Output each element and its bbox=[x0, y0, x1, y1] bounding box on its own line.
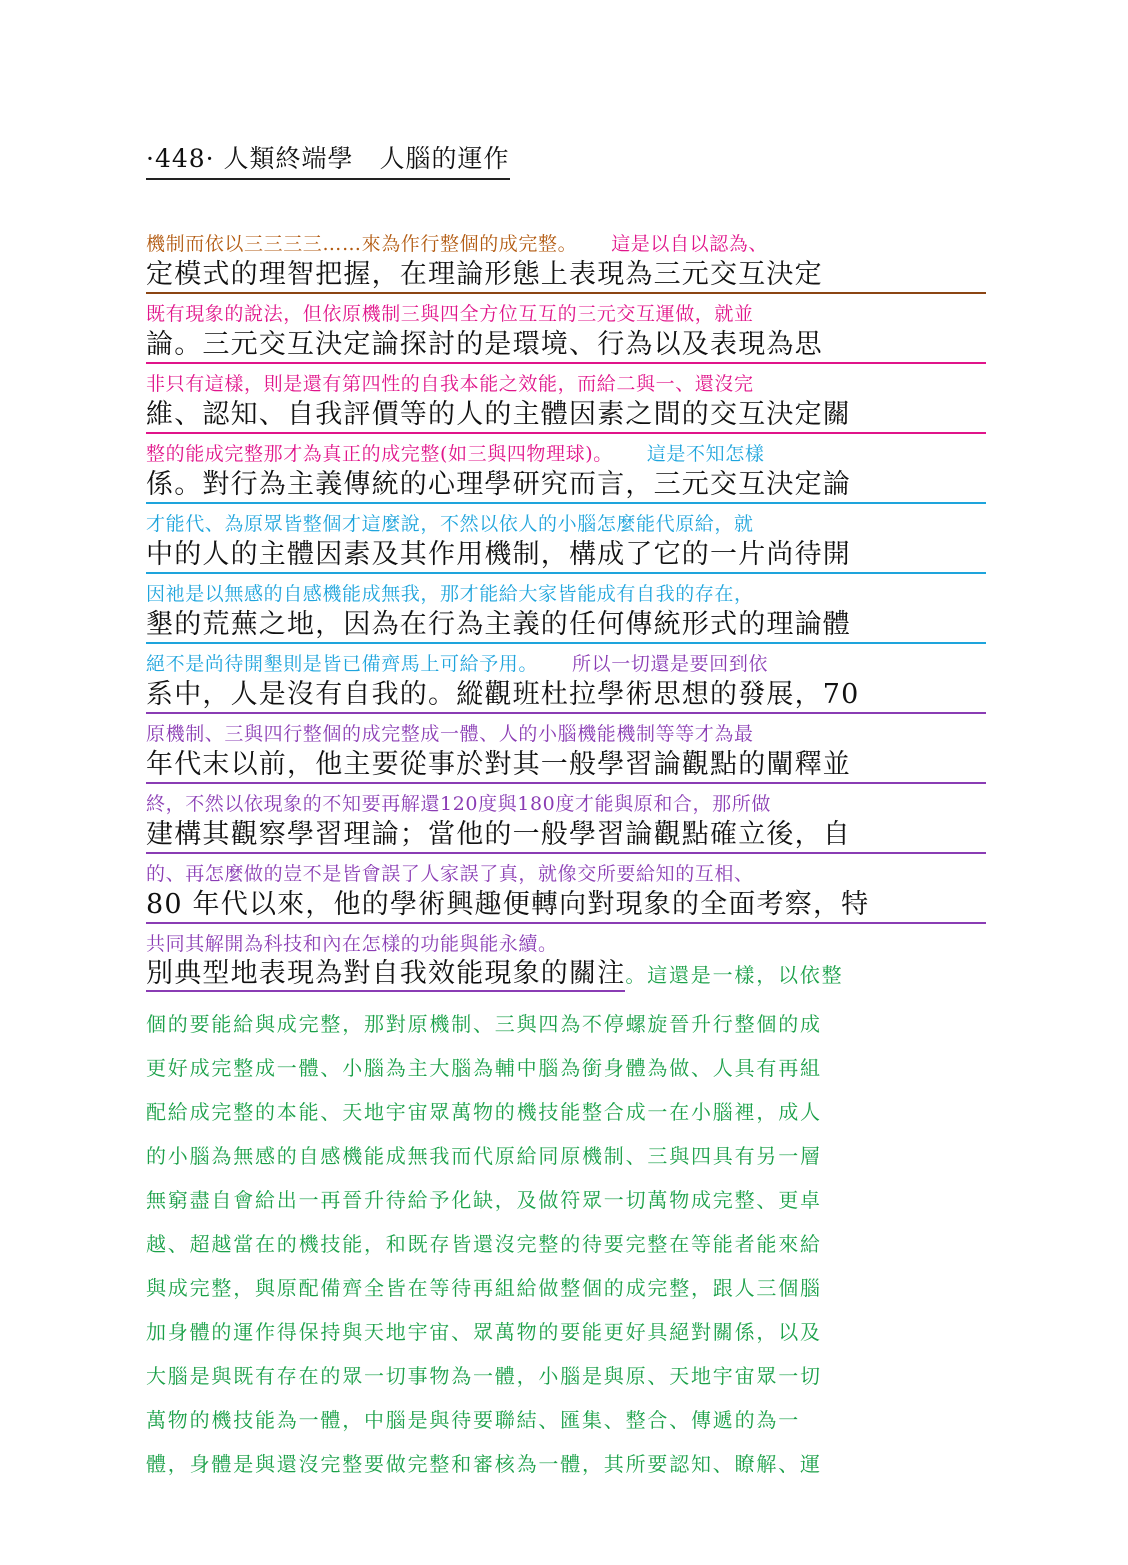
main-text-line: 中的人的主體因素及其作用機制，構成了它的一片尚待開 bbox=[146, 538, 986, 574]
annotation-segment: 才能代、為原眾皆整個才這麼說，不然以依人的小腦怎麼能代原給，就 bbox=[146, 513, 754, 535]
annotation-segment: 終，不然以依現象的不知要再解還120度與180度才能與原和合，那所做 bbox=[146, 793, 771, 815]
annotation-line bbox=[146, 300, 986, 328]
page-header: ·448· 人類終端學 人腦的運作 bbox=[146, 144, 510, 180]
annotation-segment: 這是以自以認為、 bbox=[611, 233, 769, 255]
annotation-segment: 原機制、三與四行整個的成完整成一體、人的小腦機能機制等等才為最 bbox=[146, 723, 754, 745]
annotation-segment: 這是不知怎樣 bbox=[646, 443, 765, 465]
annotation-line bbox=[146, 720, 986, 748]
main-text-line: 墾的荒蕪之地，因為在行為主義的任何傳統形式的理論體 bbox=[146, 608, 986, 644]
annotation-segment: 絕不是尚待開墾則是皆已備齊馬上可給予用。 bbox=[146, 653, 539, 675]
annotation-line bbox=[146, 650, 986, 678]
annotation-line bbox=[146, 230, 986, 258]
page-content bbox=[146, 230, 986, 1486]
annotation-segment: 。這還是一樣，以依整 bbox=[625, 963, 844, 987]
main-text-line: 係。對行為主義傳統的心理學研究而言，三元交互決定論 bbox=[146, 468, 986, 504]
annotation-line bbox=[146, 790, 986, 818]
annotation-segment: 共同其解開為科技和內在怎樣的功能與能永續。 bbox=[146, 933, 558, 955]
main-text-line: 80 年代以來，他的學術興趣便轉向對現象的全面考察，特 bbox=[146, 888, 986, 924]
main-text-line: 維、認知、自我評價等的人的主體因素之間的交互決定關 bbox=[146, 398, 986, 434]
comment-line: 萬物的機技能為一體，中腦是與待要聯結、匯集、整合、傳遞的為一 bbox=[146, 1408, 800, 1432]
comment-line: 個的要能給與成完整，那對原機制、三與四為不停螺旋晉升行整個的成 bbox=[146, 1012, 822, 1036]
comment-line: 越、超越當在的機技能，和既存皆還沒完整的待要完整在等能者能來給 bbox=[146, 1232, 822, 1256]
annotation-line bbox=[146, 860, 986, 888]
annotation-segment: 機制而依以三三三三……來為作行整個的成完整。 bbox=[146, 233, 578, 255]
annotation-line bbox=[146, 580, 986, 608]
comment-line: 體，身體是與還沒完整要做完整和審核為一體，其所要認知、瞭解、運 bbox=[146, 1452, 822, 1476]
main-text-line: 定模式的理智把握，在理論形態上表現為三元交互決定 bbox=[146, 258, 986, 294]
annotation-line bbox=[146, 930, 986, 958]
annotation-segment: 因祂是以無感的自感機能成無我，那才能給大家皆能成有自我的存在， bbox=[146, 583, 754, 605]
annotation-line bbox=[146, 370, 986, 398]
annotation-line bbox=[146, 510, 986, 538]
annotation-segment: 整的能成完整那才為真正的成完整(如三與四物理球)。 bbox=[146, 443, 613, 465]
annotation-segment: 非只有這樣，則是還有第四性的自我本能之效能，而給二與一、還沒完 bbox=[146, 373, 754, 395]
comment-line: 無窮盡自會給出一再晉升待給予化缺，及做符眾一切萬物成完整、更卓 bbox=[146, 1188, 822, 1212]
comment-line: 配給成完整的本能、天地宇宙眾萬物的機技能整合成一在小腦裡，成人 bbox=[146, 1100, 822, 1124]
annotation-segment: 所以一切還是要回到依 bbox=[572, 653, 769, 675]
main-text-line: 年代末以前，他主要從事於對其一般學習論觀點的闡釋並 bbox=[146, 748, 986, 784]
comment-line: 與成完整，與原配備齊全皆在等待再組給做整個的成完整，跟人三個腦 bbox=[146, 1276, 822, 1300]
annotation-segment: 既有現象的說法，但依原機制三與四全方位互互的三元交互運做，就並 bbox=[146, 303, 754, 325]
annotation-segment: 的、再怎麼做的豈不是皆會誤了人家誤了真，就像交所要給知的互相、 bbox=[146, 863, 754, 885]
main-text-line: 系中，人是沒有自我的。縱觀班杜拉學術思想的發展，70 bbox=[146, 678, 986, 714]
comment-line: 大腦是與既有存在的眾一切事物為一體，小腦是與原、天地宇宙眾一切 bbox=[146, 1364, 822, 1388]
annotation-line bbox=[146, 440, 986, 468]
main-text-line: 建構其觀察學習理論；當他的一般學習論觀點確立後，自 bbox=[146, 818, 986, 854]
comment-line: 加身體的運作得保持與天地宇宙、眾萬物的要能更好具絕對關係，以及 bbox=[146, 1320, 822, 1344]
comment-line: 的小腦為無感的自感機能成無我而代原給同原機制、三與四具有另一層 bbox=[146, 1144, 822, 1168]
main-text-segment: 別典型地表現為對自我效能現象的關注 bbox=[146, 958, 625, 992]
mixed-text-line bbox=[146, 958, 986, 1002]
comment-line: 更好成完整成一體、小腦為主大腦為輔中腦為銜身體為做、人具有再組 bbox=[146, 1056, 822, 1080]
main-text-line: 論。三元交互決定論探討的是環境、行為以及表現為思 bbox=[146, 328, 986, 364]
